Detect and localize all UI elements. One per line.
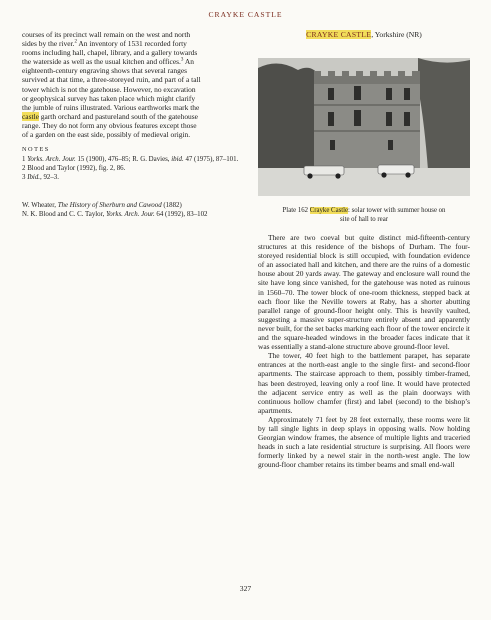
notes-section [22, 146, 244, 182]
search-highlight: Crayke Castle [309, 207, 349, 214]
castle-photo [258, 58, 470, 196]
search-highlight: CRAYKE CASTLE [306, 30, 372, 39]
county-label: , Yorkshire (NR) [371, 30, 422, 39]
reference-item: W. Wheater, The History of Sherburn and Cawood (1882) [22, 202, 182, 209]
body-line: rooms including hall, chapel, library, and a gallery towards [22, 48, 198, 58]
site-title [258, 30, 470, 39]
body-line: the jumble of ruins illustrated. Various earthworks mark the [22, 102, 200, 112]
body-line: castle garth orchard and pastureland south of the gatehouse [22, 111, 198, 121]
caption-line: Plate 162 Crayke Castle: solar tower with summer house on [282, 207, 446, 214]
body-line: survived at that time, a three-storeyed ruin, and part of a tall [22, 75, 201, 85]
body-line: range. They do not form any obvious features except those [22, 120, 197, 130]
caption-line: site of hall to rear [340, 216, 388, 223]
page-number: 327 [239, 584, 252, 593]
body-line: sides by the river.$^2$ An inventory of 1531 recorded forty [22, 39, 187, 49]
body-line: eighteenth-century engraving shows that several ranges [22, 66, 188, 76]
search-highlight: castle [22, 111, 39, 121]
note-item: 3 Ibid., 92–3. [22, 173, 59, 181]
running-header: CRAYKE CASTLE [208, 10, 283, 19]
left-body-text [22, 30, 244, 139]
body-line: or geophysical survey has taken place which might clarify [22, 93, 196, 103]
footnote-ref[interactable]: 3 [180, 57, 184, 63]
plate-caption [258, 206, 470, 224]
body-line: tower which is not the gatehouse. However, no excavation [22, 84, 196, 94]
note-item: 2 Blood and Taylor (1992), fig. 2, 86. [22, 164, 126, 172]
right-body-text [258, 233, 470, 469]
note-item: 1 Yorks. Arch. Jour. 15 (1900), 476–85; R. G. Davies, ibid. 47 (1975), 87–101. [22, 156, 239, 163]
footnote-ref[interactable]: 2 [74, 39, 77, 45]
body-line: the waterside as well as the usual kitchen and offices.$^3$ An [22, 57, 194, 67]
body-line: courses of its precinct wall remain on the west and north [22, 30, 191, 39]
body-line: of a garden on the east side, possibly of medieval origin. [22, 130, 191, 140]
body-paragraph: There are two coeval but quite distinct mid-fifteenth-century structures at this residence of the bishops of Durham. The four-storeyed residential block is still occupied, with foundation evidence of an associated hall and kitchen, and there are the ruins of a domestic house about 20 yards away. The gateway and enclosure wall round the site have long since vanished, for the gatehouse was noted as ruinous in 1560–70. The tower block of one-room thickness, stepped back at each floor like the Neville towers at Raby, has a shorter abutting parallel range of ground-floor height only. This is heavily vaulted, suggesting a massive super-structure entirely absent and apparently never built, for the set backs marking each floor of the tower encircle it and the square-headed windows in the broader faces indicate that it was essentially a stand-alone structure above ground-floor level. [258, 233, 470, 352]
references-section [22, 202, 244, 220]
reference-item: N. K. Blood and C. C. Taylor, Yorks. Arch. Jour. 64 (1992), 83–102 [22, 210, 208, 218]
body-paragraph: The tower, 40 feet high to the battlement parapet, has separate entrances at the north-east angle to the single first- and second-floor apartments. The staircase approach to them, possibly timber-framed, has been destroyed, leaving only a roof line. It would have protected the adjacent service entry as well as the plain doorways with continuous hollow chamfer (first) and label (second) to the bishop’s apartments. [258, 351, 470, 415]
notes-heading: NOTES [22, 146, 50, 153]
castle-photo-image [258, 58, 470, 196]
body-paragraph: Approximately 71 feet by 28 feet externally, these rooms were lit by tall single lights in deep splays in opposing walls. Now holding Georgian window frames, the absence of multiple lights and traceried heads in such a late residential structure is surprising. All floors were formerly linked by a newel stair in the north-west angle. The low ground-floor chamber retains its timber beams and small end-wall [258, 414, 470, 470]
